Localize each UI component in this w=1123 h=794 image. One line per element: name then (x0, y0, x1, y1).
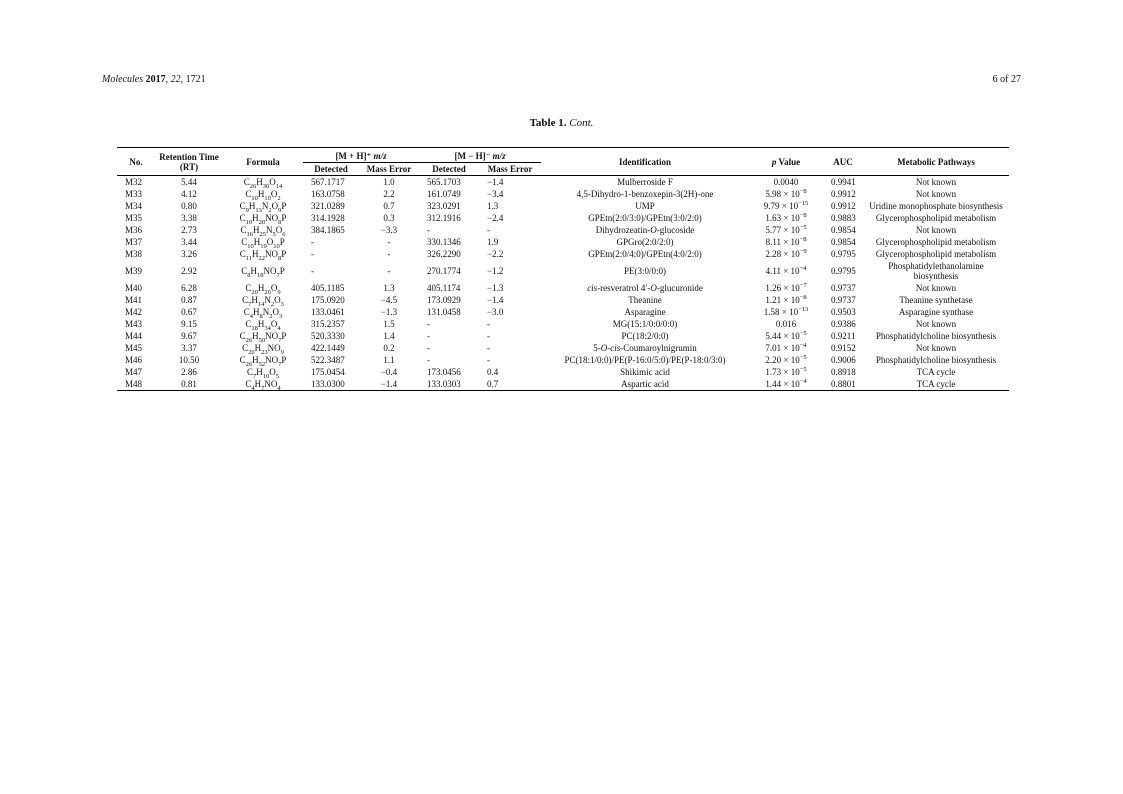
cell-formula: $C_{26}H_{50}NO_7P$ (239, 331, 287, 344)
cell-pos-mass-error: −3.3 (380, 225, 398, 235)
cell-neg-mass-error: 0.4 (487, 367, 499, 377)
cell-retention-time: 10.50 (178, 355, 200, 365)
table-label: Table 1. (529, 117, 567, 129)
cell-pathway: Not known (915, 225, 957, 235)
cell-identification: Dihydrozeatin-O-glucoside (595, 225, 695, 235)
col-header-positive-mode: [M + H]⁺ m/z (303, 148, 419, 163)
cell-neg-detected: 133.0303 (419, 378, 479, 391)
cell-identification: MG(15:1/0:0/0:0) (612, 319, 678, 329)
cell-pathway: Phosphatidylcholine biosynthesis (875, 355, 997, 365)
cell-formula: $C_7H_{10}O_5$ (246, 367, 279, 380)
cell-neg-mass-error: −2.2 (487, 249, 504, 259)
cell-neg-detected: 326.2290 (427, 249, 461, 259)
table-row (117, 248, 1009, 260)
col-header-neg-detected: Detected (419, 163, 479, 176)
table-row (117, 306, 1009, 318)
cell-retention-time: 5.44 (181, 177, 197, 187)
cell-p-value: $1.63 \times 10^{-8}$ (765, 212, 807, 223)
cell-number: M35 (125, 213, 143, 223)
cell-neg-mass-error: - (487, 343, 491, 353)
cell-pathway: Not known (915, 283, 957, 293)
cell-p-value: $1.26 \times 10^{-7}$ (765, 282, 807, 293)
cell-pos-detected: 321.0289 (311, 201, 345, 211)
table-row (117, 294, 1009, 306)
cell-auc: 0.9211 (831, 331, 856, 341)
cell-neg-detected: - (427, 343, 431, 353)
cell-pos-mass-error: −1.3 (380, 307, 398, 317)
cell-retention-time: 0.67 (181, 307, 197, 317)
cell-pos-detected: 405.1185 (311, 283, 345, 293)
cell-auc: 0.8918 (831, 367, 856, 377)
journal-name: Molecules (102, 74, 144, 85)
cell-formula: $C_{10}H_{20}NO_8P$ (239, 213, 287, 226)
cell-identification: PC(18:2/0:0) (621, 331, 669, 341)
col-header-neg-mass-error: Mass Error (479, 163, 541, 176)
cell-retention-time: 0.81 (155, 378, 223, 391)
cell-neg-detected: 312.1916 (427, 213, 461, 223)
cell-retention-time: 3.26 (181, 249, 197, 259)
journal-citation: Molecules 2017, 22, 1721 (102, 74, 206, 85)
cell-number: M41 (125, 295, 143, 305)
cell-identification: PE(3:0/0:0) (624, 266, 667, 276)
cell-retention-time: 3.44 (181, 237, 197, 247)
cell-pos-detected: 422.1449 (311, 343, 345, 353)
cell-pos-detected: 133.0300 (303, 378, 359, 391)
cell-pos-detected: 520.3330 (311, 331, 345, 341)
cell-number: M46 (125, 355, 143, 365)
cell-retention-time: 3.37 (181, 343, 197, 353)
cell-neg-mass-error: −3.4 (487, 189, 504, 199)
cell-pos-mass-error: 1.0 (383, 177, 395, 187)
cell-identification: 5-O-cis-Coumaroylnigrumin (593, 343, 697, 353)
journal-volume: 22 (170, 74, 181, 85)
cell-number: M32 (125, 177, 143, 187)
cell-pos-mass-error: - (387, 237, 391, 247)
cell-identification: cis-resveratrol 4′-O-glucuronide (587, 283, 703, 293)
cell-neg-mass-error: −1.4 (487, 295, 504, 305)
cell-formula: $C_{16}H_{25}N_5O_6$ (240, 225, 286, 238)
table-row (117, 188, 1009, 200)
table-row (117, 260, 1009, 282)
col-header-identification: Identification (541, 148, 749, 176)
cell-neg-mass-error: −1.4 (487, 177, 504, 187)
cell-p-value: $5.98 \times 10^{-8}$ (765, 188, 807, 199)
cell-identification: Shikimic acid (620, 367, 670, 377)
cell-pos-mass-error: 2.2 (383, 189, 395, 199)
cell-pos-mass-error: - (387, 249, 391, 259)
cell-number: M34 (125, 201, 143, 211)
cell-formula: $C_{20}H_{23}NO_9$ (242, 343, 284, 356)
cell-neg-mass-error: 0.7 (479, 378, 541, 391)
cell-pathway: TCA cycle (916, 367, 956, 377)
cell-formula: $C_{26}H_{30}O_{14}$ (243, 177, 283, 190)
page-number: 6 of 27 (992, 74, 1021, 85)
cell-neg-mass-error: - (487, 319, 491, 329)
col-header-no: No. (117, 148, 155, 176)
cell-formula: $C_{10}H_{19}O_{10}P$ (241, 237, 285, 250)
cell-pathway: Not known (915, 343, 957, 353)
cell-pathway: Asparagine synthase (898, 307, 974, 317)
cell-p-value: $1.44 \times 10^{-4}$ (749, 378, 823, 391)
cell-pos-detected: 314.1928 (311, 213, 345, 223)
table-row (117, 176, 1009, 189)
cell-pathway: Not known (915, 177, 957, 187)
cell-identification: GPEtn(2:0/4:0)/GPEtn(4:0/2:0) (588, 249, 702, 259)
cell-neg-detected: 173.0929 (427, 295, 461, 305)
cell-number: M47 (125, 367, 143, 377)
table-header-row (117, 148, 1009, 163)
cell-neg-detected: - (427, 331, 431, 341)
col-header-negative-mode: [M − H]⁻ m/z (419, 148, 541, 163)
cell-auc: 0.9912 (831, 201, 856, 211)
cell-identification: Theanine (628, 295, 662, 305)
cell-auc: 0.9883 (831, 213, 856, 223)
cell-p-value: $2.20 \times 10^{-5}$ (765, 354, 807, 365)
table-caption (0, 117, 1123, 129)
cell-pos-detected: 133.0461 (311, 307, 345, 317)
cell-neg-detected: - (427, 319, 431, 329)
cell-retention-time: 9.15 (181, 319, 197, 329)
cell-auc: 0.9795 (831, 249, 856, 259)
cell-identification: Aspartic acid (541, 378, 749, 391)
cell-identification: UMP (635, 201, 655, 211)
cell-pos-mass-error: −0.4 (380, 367, 398, 377)
cell-pathway: Glycerophospholipid metabolism (875, 237, 997, 247)
cell-pos-detected: 522.3487 (311, 355, 345, 365)
cell-neg-detected: 161.0749 (427, 189, 461, 199)
cell-neg-mass-error: - (487, 331, 491, 341)
cell-formula: $C_{11}H_{22}NO_8P$ (239, 249, 287, 262)
col-header-pos-mass-error: Mass Error (359, 163, 419, 176)
cell-retention-time: 3.38 (181, 213, 197, 223)
cell-number: M36 (125, 225, 143, 235)
cell-identification: PC(18:1/0:0)/PE(P-16:0/5:0)/PE(P-18:0/3:0) (564, 355, 726, 365)
cell-identification: Mulberroside F (617, 177, 673, 187)
cell-pos-detected: - (311, 266, 314, 276)
cell-pathway: Phosphatidylcholine biosynthesis (875, 331, 997, 341)
cell-auc: 0.8801 (823, 378, 863, 391)
cell-pos-mass-error: −4.5 (380, 295, 398, 305)
cell-number: M42 (125, 307, 143, 317)
cell-neg-mass-error: - (487, 355, 491, 365)
cell-pos-mass-error: 0.3 (383, 213, 395, 223)
cell-neg-detected: - (427, 225, 431, 235)
cell-p-value: $5.77 \times 10^{-5}$ (765, 224, 807, 235)
cell-retention-time: 9.67 (181, 331, 197, 341)
table-row (117, 330, 1009, 342)
cell-p-value: $5.44 \times 10^{-5}$ (765, 330, 807, 341)
cell-neg-detected: 565.1703 (427, 177, 461, 187)
cell-pos-mass-error: - (387, 266, 391, 276)
article-number: 1721 (185, 74, 206, 85)
table-row (117, 224, 1009, 236)
cell-formula: $C_7H_{14}N_2O_3$ (242, 295, 284, 308)
cell-p-value: $1.21 \times 10^{-8}$ (765, 294, 807, 305)
cell-neg-detected: 323.0291 (427, 201, 461, 211)
cell-retention-time: 4.12 (181, 189, 197, 199)
cell-number: M38 (125, 249, 143, 259)
cell-formula: $C_9H_{13}N_2O_9P$ (239, 201, 287, 214)
col-header-p-value: p Value (749, 148, 823, 176)
cell-pos-mass-error: 1.1 (383, 355, 395, 365)
cell-identification: 4,5-Dihydro-1-benzoxepin-3(2H)-one (576, 189, 714, 199)
cell-retention-time: 0.87 (181, 295, 197, 305)
cell-pathway: Not known (915, 319, 957, 329)
cell-pos-detected: 384.1865 (311, 225, 345, 235)
table-row (117, 236, 1009, 248)
cell-formula: $C_4H_7NO_4$ (223, 378, 303, 391)
cell-p-value: $1.73 \times 10^{-5}$ (765, 366, 807, 377)
cell-p-value: $7.01 \times 10^{-4}$ (765, 342, 807, 353)
cell-number: M44 (125, 331, 143, 341)
cell-pos-detected: 315.2357 (311, 319, 345, 329)
cell-pos-mass-error: 1.4 (383, 331, 395, 341)
journal-year: 2017 (145, 74, 166, 85)
cell-pos-mass-error: 0.2 (383, 343, 395, 353)
cell-pathway: TCA cycle (863, 378, 1009, 391)
cell-pathway: Glycerophospholipid metabolism (875, 249, 997, 259)
table-caption-text: Cont. (569, 117, 594, 129)
cell-neg-mass-error: −3.0 (487, 307, 504, 317)
col-header-pos-detected: Detected (303, 163, 359, 176)
cell-formula: $C_4H_8N_2O_3$ (243, 307, 283, 320)
cell-p-value: $2.28 \times 10^{-9}$ (765, 248, 807, 259)
col-header-auc: AUC (823, 148, 863, 176)
cell-identification: Asparagine (624, 307, 666, 317)
cell-pos-mass-error: 1.3 (383, 283, 395, 293)
cell-number: M33 (125, 189, 143, 199)
cell-neg-detected: 405.1174 (427, 283, 461, 293)
cell-auc: 0.9503 (831, 307, 856, 317)
cell-pathway: Glycerophospholipid metabolism (875, 213, 997, 223)
cell-formula: $C_8H_{18}NO_7P$ (241, 266, 285, 279)
table-row (117, 318, 1009, 330)
cell-formula: $C_{18}H_{34}O_4$ (245, 319, 281, 332)
cell-pathway: Not known (915, 189, 957, 199)
cell-auc: 0.9854 (831, 225, 856, 235)
cell-neg-mass-error: −1.3 (487, 283, 504, 293)
cell-neg-mass-error: 1.9 (487, 237, 499, 247)
cell-retention-time: 2.92 (181, 266, 197, 276)
cell-number: M45 (125, 343, 143, 353)
cell-auc: 0.9152 (831, 343, 856, 353)
cell-p-value: 0.0040 (773, 177, 799, 187)
data-table (117, 147, 1009, 391)
cell-p-value: $4.11 \times 10^{-4}$ (765, 265, 807, 276)
cell-pathway: Phosphatidylethanolamine biosynthesis (888, 261, 984, 281)
cell-pos-detected: 163.0758 (311, 189, 345, 199)
cell-auc: 0.9737 (831, 283, 856, 293)
cell-pos-mass-error: 0.7 (383, 201, 395, 211)
cell-neg-mass-error: - (487, 225, 491, 235)
cell-auc: 0.9795 (831, 266, 856, 276)
cell-neg-detected: - (427, 355, 431, 365)
cell-formula: $C_{10}H_{10}O_2$ (245, 189, 281, 202)
cell-pos-mass-error: −1.4 (359, 378, 419, 391)
cell-p-value: $1.58 \times 10^{-13}$ (763, 306, 809, 317)
cell-identification: GPGro(2:0/2:0) (616, 237, 674, 247)
cell-retention-time: 2.86 (181, 367, 197, 377)
cell-pathway: Theanine synthetase (899, 295, 973, 305)
cell-neg-detected: 330.1346 (427, 237, 461, 247)
cell-formula: $C_{26}H_{52}NO_7P$ (239, 355, 287, 368)
col-header-retention-time: Retention Time (RT) (155, 148, 223, 176)
col-header-formula: Formula (223, 148, 303, 176)
cell-pos-detected: - (311, 249, 314, 259)
table-row (117, 200, 1009, 212)
cell-auc: 0.9941 (831, 177, 856, 187)
table-row (117, 342, 1009, 354)
cell-pos-detected: - (311, 237, 314, 247)
cell-number: M37 (125, 237, 143, 247)
cell-auc: 0.9854 (831, 237, 856, 247)
cell-number: M43 (125, 319, 143, 329)
cell-auc: 0.9006 (831, 355, 856, 365)
cell-neg-mass-error: 1.3 (487, 201, 499, 211)
cell-p-value: $9.79 \times 10^{-15}$ (763, 200, 809, 211)
cell-pos-detected: 567.1717 (311, 177, 345, 187)
cell-pathway: Uridine monophosphate biosynthesis (869, 201, 1003, 211)
cell-neg-detected: 270.1774 (427, 266, 461, 276)
cell-neg-detected: 131.0458 (427, 307, 461, 317)
cell-auc: 0.9737 (831, 295, 856, 305)
table-row (117, 282, 1009, 294)
cell-pos-mass-error: 1.5 (383, 319, 395, 329)
cell-retention-time: 0.80 (181, 201, 197, 211)
cell-pos-detected: 175.0454 (311, 367, 345, 377)
cell-auc: 0.9912 (831, 189, 856, 199)
cell-p-value: $8.11 \times 10^{-8}$ (765, 236, 807, 247)
cell-number: M39 (125, 266, 143, 276)
cell-pos-detected: 175.0920 (311, 295, 345, 305)
cell-neg-mass-error: −2.4 (487, 213, 504, 223)
table-row (117, 378, 1009, 391)
cell-auc: 0.9386 (831, 319, 856, 329)
cell-retention-time: 2.73 (181, 225, 197, 235)
cell-p-value: 0.016 (775, 319, 797, 329)
cell-neg-mass-error: −1.2 (487, 266, 504, 276)
cell-identification: GPEtn(2:0/3:0)/GPEtn(3:0/2:0) (588, 213, 702, 223)
col-header-pathways: Metabolic Pathways (863, 148, 1009, 176)
table-row (117, 212, 1009, 224)
table-row (117, 354, 1009, 366)
cell-number: M40 (125, 283, 143, 293)
table-row (117, 366, 1009, 378)
cell-neg-detected: 173.0456 (427, 367, 461, 377)
cell-number: M48 (117, 378, 155, 391)
cell-formula: $C_{20}H_{20}O_9$ (245, 283, 281, 296)
cell-retention-time: 6.28 (181, 283, 197, 293)
